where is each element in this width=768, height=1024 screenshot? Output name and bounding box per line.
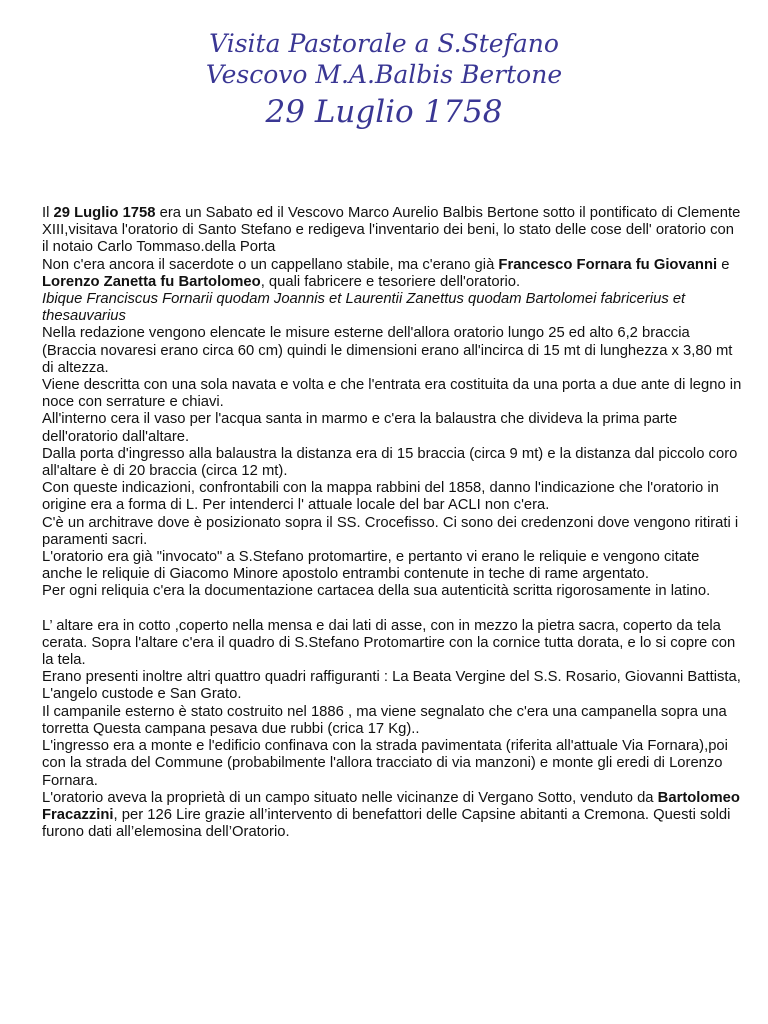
text-run: era un Sabato ed il Vescovo Marco Aurelio Balbis Bertone sotto il pontificato di Clemente XIII,visitava l'oratorio di Santo Stefano e redigeva l'inventario dei beni, lo stato delle cose dell' oratorio con il notaio Carlo Tommaso.della Porta xyxy=(42,205,741,256)
paragraph-10: L'oratorio era già "invocato" a S.Stefano protomartire, e pertanto vi erano le reliquie e vengono citate anche le reliquie di Giacomo Minore apostolo entrambi contenute in teche di rame argentato. xyxy=(42,549,700,583)
paragraph-15: L'ingresso era a monte e l'edificio confinava con la strada pavimentata (riferita all'attuale Via Fornara),poi con la strada del Commune (probabilmente l'allora tracciato di via manzoni) e monte gli eredi di Lorenzo Fornara. xyxy=(42,738,728,789)
paragraph-gap xyxy=(42,601,742,618)
text-run: Non c'era ancora il sacerdote o un cappellano stabile, ma c'erano già xyxy=(42,256,499,273)
paragraph-5: Viene descritta con una sola navata e volta e che l'entrata era costituita da una porta a due ante di legno in noce con serrature e chiavi. xyxy=(42,377,742,411)
title-date: 29 Luglio 1758 xyxy=(265,94,503,130)
paragraph-6: All'interno cera il vaso per l'acqua santa in marmo e c'era la balaustra che divideva la prima parte dell'oratorio dall'altare. xyxy=(42,411,678,445)
paragraph-14: Il campanile esterno è stato costruito nel 1886 , ma viene segnalato che c'era una campanella sopra una torretta Questa campana pesava due rubbi (crica 17 Kg).. xyxy=(42,703,727,737)
paragraph-12: L’ altare era in cotto ,coperto nella mensa e dai lati di asse, con in mezzo la pietra sacra, coperto da tela cerata. Sopra l'altare c'era il quadro di S.Stefano Protomartire con la cornice tutta dorata, e lo si copre con la tela. xyxy=(42,617,736,669)
paragraph-1 xyxy=(42,205,742,257)
name-emphasis: Francesco Fornara fu Giovanni xyxy=(498,256,718,273)
latin-quote: Ibique Franciscus Fornarii quodam Joannis et Laurentii Zanettus quodam Bartolomei fabricerius et thesauvarius xyxy=(42,291,686,325)
paragraph-8: Con queste indicazioni, confrontabili con la mappa rabbini del 1858, danno l'indicazione che l'oratorio in origine era a forma di L. Per intenderci l' attuale locale del bar ACLI non c'era. xyxy=(42,480,719,514)
text-run: , per 126 Lire grazie all’intervento di benefattori delle Capsine abitanti a Cremona. Questi soldi furono dati all’elemosina dell’Oratorio. xyxy=(42,806,731,841)
title-block xyxy=(0,28,768,132)
paragraph-7: Dalla porta d'ingresso alla balaustra la distanza era di 15 braccia (circa 9 mt) e la distanza dal piccolo coro all'altare è di 20 braccia (circa 12 mt). xyxy=(42,445,738,480)
text-run: L'oratorio aveva la proprietà di un campo situato nelle vicinanze di Vergano Sotto, venduto da xyxy=(42,789,658,806)
date-emphasis: 29 Luglio 1758 xyxy=(53,205,156,221)
title-line-1: Visita Pastorale a S.Stefano xyxy=(209,29,559,58)
name-emphasis: Bartolomeo Fracazzini xyxy=(42,789,740,823)
paragraph-11: Per ogni reliquia c'era la documentazione cartacea della sua autenticità scritta rigorosamente in latino. xyxy=(42,583,711,600)
paragraph-2 xyxy=(42,257,742,291)
paragraph-4: Nella redazione vengono elencate le misure esterne dell'allora oratorio lungo 25 ed alto 6,2 braccia (Braccia novaresi erano circa 60 cm) quindi le dimensioni erano all'incirca di 15 mt di lunghezza x 3,80 mt di altezza. xyxy=(42,325,733,376)
paragraph-3-latin xyxy=(42,291,742,325)
title-line-2: Vescovo M.A.Balbis Bertone xyxy=(205,60,563,89)
paragraph-16 xyxy=(42,790,742,842)
name-emphasis: Lorenzo Zanetta fu Bartolomeo xyxy=(42,273,261,290)
body-text xyxy=(42,205,742,841)
paragraph-9: C'è un architrave dove è posizionato sopra il SS. Crocefisso. Ci sono dei credenzoni dove vengono ritirati i paramenti sacri. xyxy=(42,514,739,548)
paragraph-13: Erano presenti inoltre altri quattro quadri raffiguranti : La Beata Vergine del S.S. Rosario, Giovanni Battista, L'angelo custode e San Grato. xyxy=(42,669,741,703)
text-run: , quali fabricere e tesoriere dell'oratorio. xyxy=(260,273,521,290)
text-run: Il xyxy=(42,205,54,221)
text-run: e xyxy=(717,256,730,273)
